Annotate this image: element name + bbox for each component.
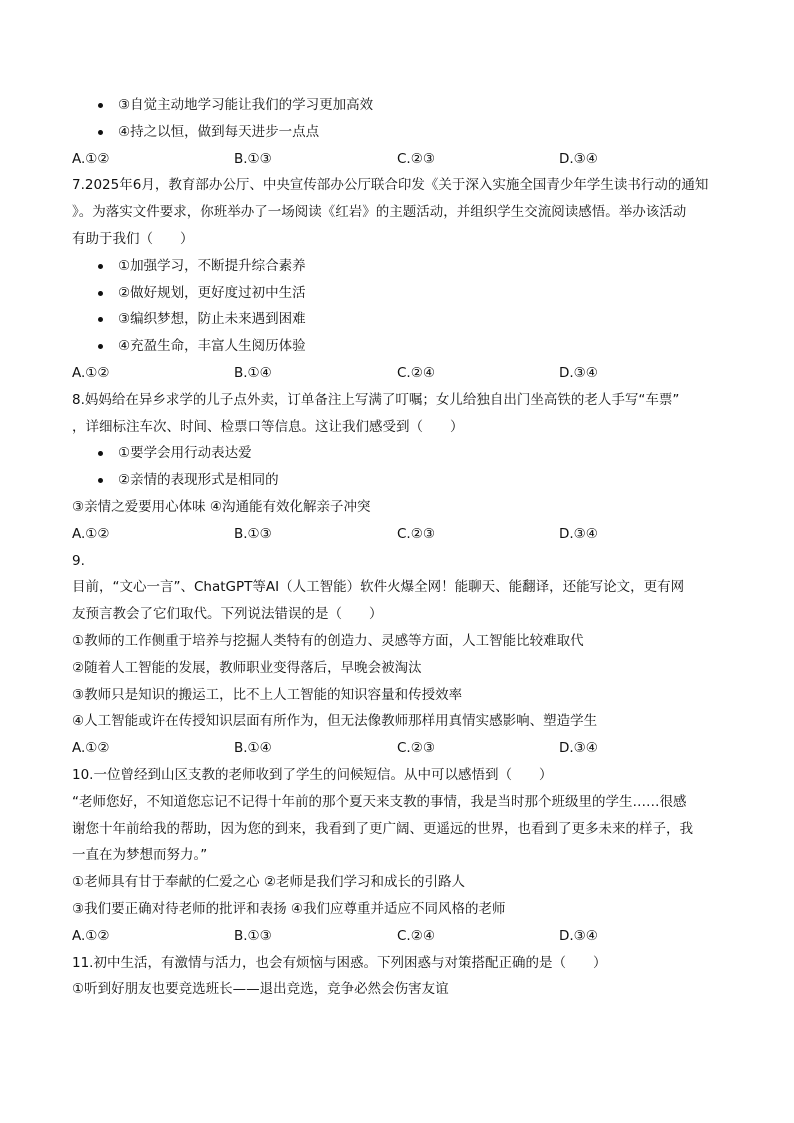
question-text: ③教师只是知识的搬运工，比不上人工智能的知识容量和传授效率 — [72, 686, 463, 703]
option-d: D.③④ — [559, 927, 598, 944]
question-text: 一直在为梦想而努力。” — [72, 847, 208, 864]
question-text: ①教师的工作侧重于培养与挖掘人类特有的创造力、灵感等方面，人工智能比较难取代 — [72, 632, 584, 649]
list-item: ②亲情的表现形式是相同的 — [72, 467, 722, 494]
option-a: A.①② — [72, 927, 110, 944]
question-text: ①老师具有甘于奉献的仁爱之心 ②老师是我们学习和成长的引路人 — [72, 874, 465, 891]
question-number: 9. — [72, 552, 85, 569]
option-c: C.②③ — [397, 740, 435, 757]
answer-options — [72, 146, 722, 173]
question-text: “老师您好，不知道您忘记不记得十年前的那个夏天来支教的事情，我是当时那个班级里的学生……很感 — [72, 793, 687, 810]
list-item: ③自觉主动地学习能让我们的学习更加高效 — [72, 92, 722, 119]
option-c: C.②④ — [397, 364, 435, 381]
option-d: D.③④ — [559, 740, 598, 757]
option-a: A.①② — [72, 525, 110, 542]
option-b: B.①③ — [234, 150, 272, 167]
option-c: C.②④ — [397, 927, 435, 944]
document-page — [72, 92, 722, 1003]
option-b: B.①④ — [234, 740, 272, 757]
option-d: D.③④ — [559, 525, 598, 542]
answer-options — [72, 521, 722, 548]
question-text: ②随着人工智能的发展，教师职业变得落后，早晚会被淘汰 — [72, 659, 422, 676]
question-text: ①听到好朋友也要竞选班长——退出竞选，竞争必然会伤害友谊 — [72, 981, 449, 998]
answer-options — [72, 735, 722, 762]
option-d: D.③④ — [559, 150, 598, 167]
question-text: 有助于我们（ ） — [72, 230, 194, 247]
list-item: ②做好规划，更好度过初中生活 — [72, 280, 722, 307]
list-item: ③编织梦想，防止未来遇到困难 — [72, 306, 722, 333]
question-text: ③我们要正确对待老师的批评和表扬 ④我们应尊重并适应不同风格的老师 — [72, 900, 506, 917]
answer-options — [72, 360, 722, 387]
question-text: ③亲情之爱要用心体味 ④沟通能有效化解亲子冲突 — [72, 498, 371, 515]
question-text: 11.初中生活，有激情与活力，也会有烦恼与困惑。下列困惑与对策搭配正确的是（ ） — [72, 954, 607, 971]
question-text: 8.妈妈给在异乡求学的儿子点外卖，订单备注上写满了叮嘱；女儿给独自出门坐高铁的老人手写“车票” — [72, 391, 680, 408]
list-item: ①要学会用行动表达爱 — [72, 440, 722, 467]
option-a: A.①② — [72, 364, 110, 381]
list-item: ④持之以恒，做到每天进步一点点 — [72, 119, 722, 146]
answer-options — [72, 923, 722, 950]
question-text: ④人工智能或许在传授知识层面有所作为，但无法像教师那样用真情实感影响、塑造学生 — [72, 713, 598, 730]
option-d: D.③④ — [559, 364, 598, 381]
question-text: 目前，“文心一言”、ChatGPT等AI（人工智能）软件火爆全网！能聊天、能翻译，还能写论文，更有网 — [72, 579, 685, 596]
question-text: 7.2025年6月，教育部办公厅、中央宣传部办公厅联合印发《关于深入实施全国青少年学生读书行动的通知 — [72, 177, 709, 194]
option-c: C.②③ — [397, 525, 435, 542]
question-text: 》。为落实文件要求，你班举办了一场阅读《红岩》的主题活动，并组织学生交流阅读感悟。举办该活动 — [72, 204, 687, 221]
question-text: 友预言教会了它们取代。下列说法错误的是（ ） — [72, 606, 383, 623]
question-text: 10.一位曾经到山区支教的老师收到了学生的问候短信。从中可以感悟到（ ） — [72, 766, 553, 783]
option-a: A.①② — [72, 740, 110, 757]
option-b: B.①④ — [234, 364, 272, 381]
question-text: 谢您十年前给我的帮助，因为您的到来，我看到了更广阔、更遥远的世界，也看到了更多未来的样子，我 — [72, 820, 693, 837]
option-c: C.②③ — [397, 150, 435, 167]
option-b: B.①③ — [234, 525, 272, 542]
option-b: B.①③ — [234, 927, 272, 944]
option-a: A.①② — [72, 150, 110, 167]
list-item: ①加强学习，不断提升综合素养 — [72, 253, 722, 280]
list-item: ④充盈生命，丰富人生阅历体验 — [72, 333, 722, 360]
question-text: ，详细标注车次、时间、检票口等信息。这让我们感受到（ ） — [72, 418, 464, 435]
